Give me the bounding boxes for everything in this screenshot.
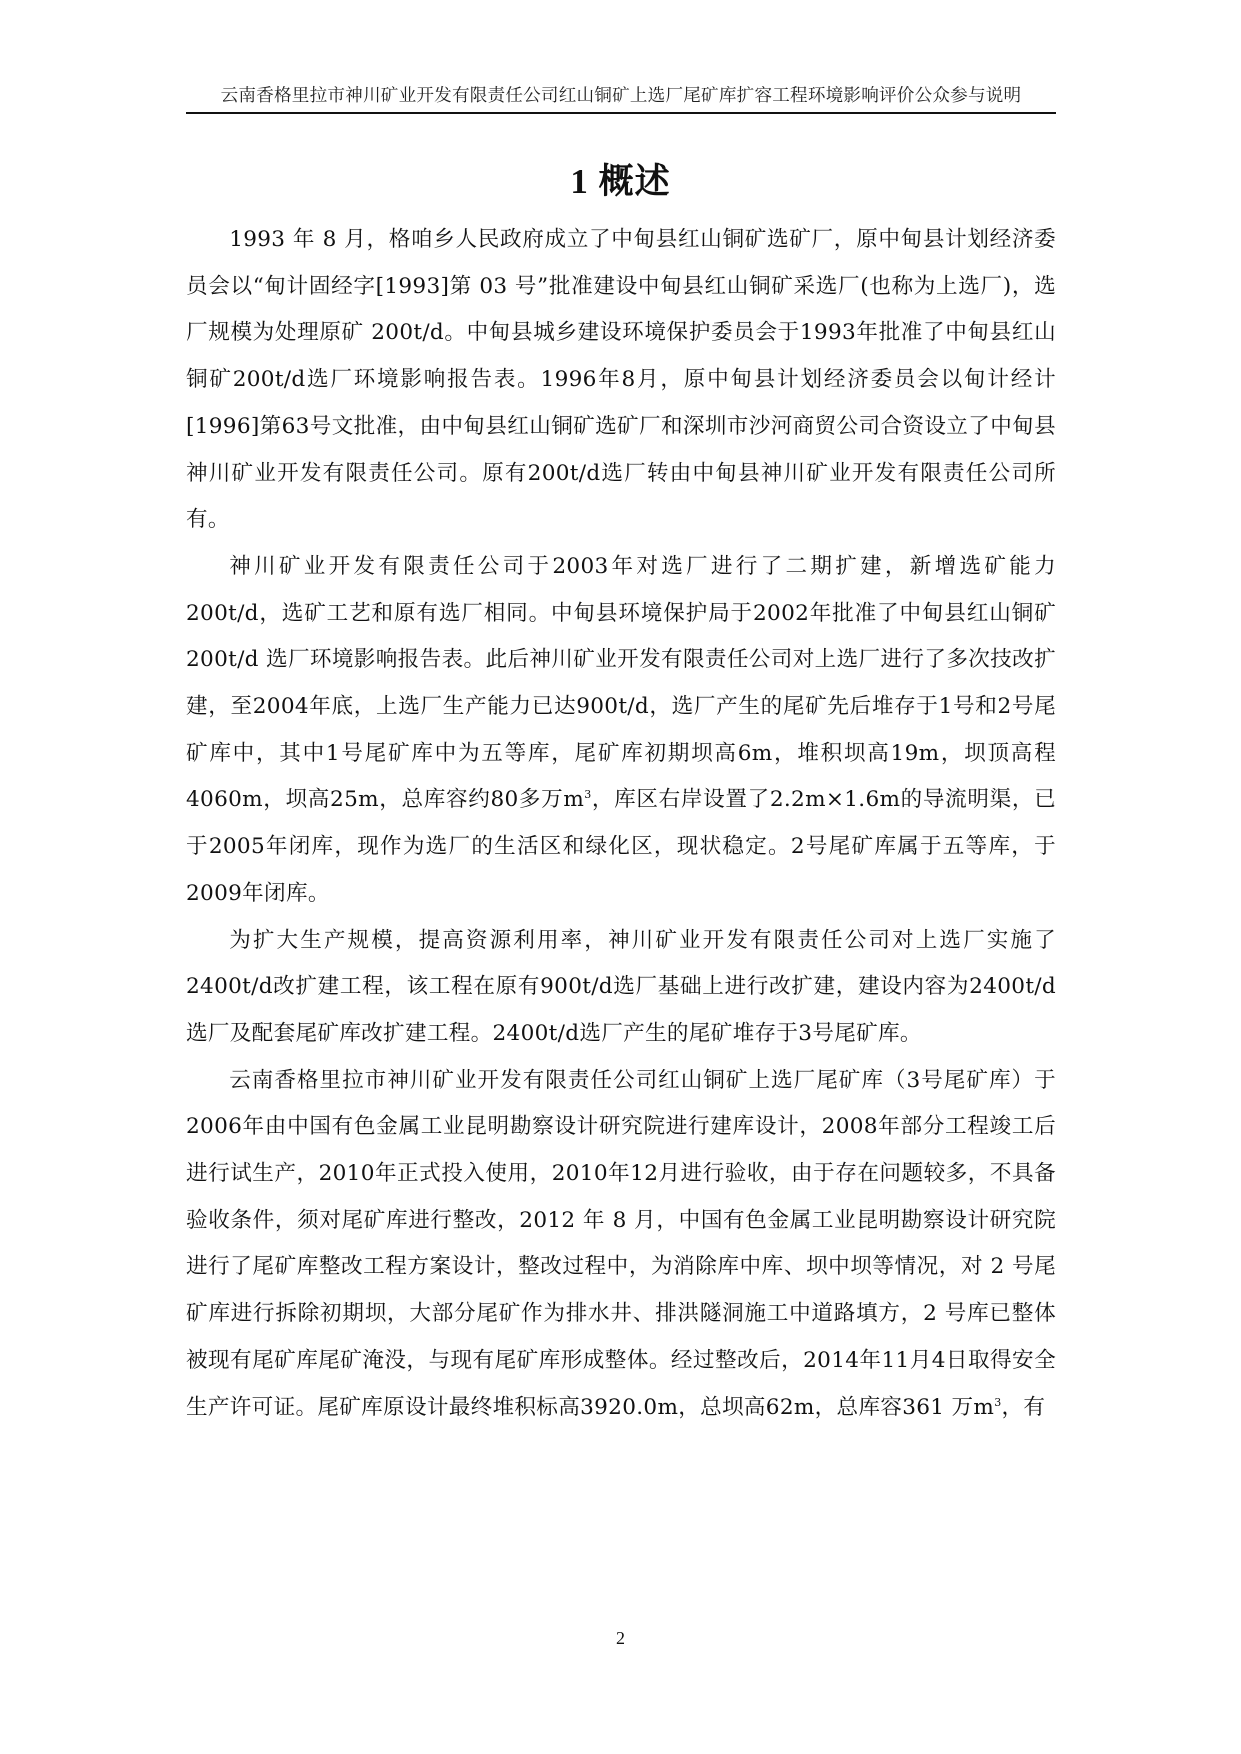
document-body [186, 217, 1056, 1431]
paragraph-1-text: 1993 年 8 月，格咱乡人民政府成立了中甸县红山铜矿选矿厂，原中甸县计划经济委员会以“甸计固经字[1993]第 03 号”批准建设中甸县红山铜矿采选厂(也称为上选厂)，选厂规模为处理原矿 200t/d。中甸县城乡建设环境保护委员会于1993年批准了中甸县红山铜矿200t/d选厂环境影响报告表。1996年8月，原中甸县计划经济委员会以甸计经计[1996]第63号文批准，由中甸县红山铜矿选矿厂和深圳市沙河商贸公司合资设立了中甸县神川矿业开发有限责任公司。原有200t/d选厂转由中甸县神川矿业开发有限责任公司所有。 [186, 227, 1056, 533]
section-title: 1 概述 [570, 162, 671, 201]
running-header: 云南香格里拉市神川矿业开发有限责任公司红山铜矿上选厂尾矿库扩容工程环境影响评价公众参与说明 [220, 86, 1022, 106]
superscript-cubed: 3 [994, 1395, 1002, 1409]
paragraph-2-text-cont: ，库区右岸设置了2.2m×1.6m的导流明渠，已于2005年闭库，现作为选厂的生活区和绿化区，现状稳定。2号尾矿库属于五等库，于2009年闭库。 [186, 787, 1056, 906]
header-rule [186, 112, 1056, 114]
paragraph-4 [186, 1058, 1056, 1432]
page-number: 2 [616, 1628, 625, 1648]
paragraph-2 [186, 544, 1056, 918]
paragraph-3 [186, 918, 1056, 1058]
paragraph-4-text: 云南香格里拉市神川矿业开发有限责任公司红山铜矿上选厂尾矿库（3号尾矿库）于2006年由中国有色金属工业昆明勘察设计研究院进行建库设计，2008年部分工程竣工后进行试生产，2010年正式投入使用，2010年12月进行验收，由于存在问题较多，不具备验收条件，须对尾矿库进行整改，2012 年 8 月，中国有色金属工业昆明勘察设计研究院进行了尾矿库整改工程方案设计，整改过程中，为消除库中库、坝中坝等情况，对 2 号尾矿库进行拆除初期坝，大部分尾矿作为排水井、排洪隧洞施工中道路填方，2 号库已整体被现有尾矿库尾矿淹没，与现有尾矿库形成整体。经过整改后，2014年11月4日取得安全生产许可证。尾矿库原设计最终堆积标高3920.0m，总坝高62m，总库容361 万m [186, 1067, 1056, 1420]
superscript-cubed: 3 [584, 788, 592, 802]
paragraph-2-text: 神川矿业开发有限责任公司于2003年对选厂进行了二期扩建，新增选矿能力200t/d，选矿工艺和原有选厂相同。中甸县环境保护局于2002年批准了中甸县红山铜矿 200t/d 选厂环境影响报告表。此后神川矿业开发有限责任公司对上选厂进行了多次技改扩建，至2004年底，上选厂生产能力已达900t/d，选厂产生的尾矿先后堆存于1号和2号尾矿库中，其中1号尾矿库中为五等库，尾矿库初期坝高6m，堆积坝高19m，坝顶高程 4060m，坝高25m，总库容约80多万m [186, 553, 1056, 813]
paragraph-1 [186, 217, 1056, 544]
paragraph-4-text-cont: ，有 [1001, 1394, 1046, 1420]
paragraph-3-text: 为扩大生产规模，提高资源利用率，神川矿业开发有限责任公司对上选厂实施了2400t/d改扩建工程，该工程在原有900t/d选厂基础上进行改扩建，建设内容为2400t/d选厂及配套尾矿库改扩建工程。2400t/d选厂产生的尾矿堆存于3号尾矿库。 [186, 927, 1056, 1046]
